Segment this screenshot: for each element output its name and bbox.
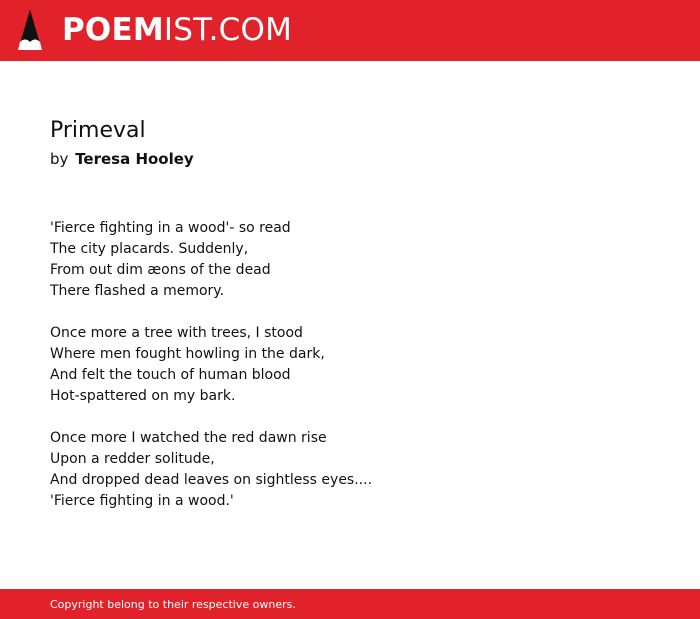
poem-line: Once more I watched the red dawn rise bbox=[50, 430, 327, 446]
poem-line: Hot-spattered on my bark. bbox=[50, 388, 236, 404]
stanza bbox=[50, 218, 372, 302]
poem-line: And dropped dead leaves on sightless eyes.... bbox=[50, 472, 373, 488]
copyright-text: Copyright belong to their respective owners. bbox=[50, 598, 296, 611]
logo-bold-text: POEM bbox=[62, 12, 164, 48]
by-label: by bbox=[50, 150, 69, 168]
poem-line: The city placards. Suddenly, bbox=[50, 241, 249, 257]
poem-line: Once more a tree with trees, I stood bbox=[50, 325, 303, 341]
poem-line: Where men fought howling in the dark, bbox=[50, 346, 325, 362]
byline bbox=[50, 148, 194, 170]
poem-line: And felt the touch of human blood bbox=[50, 367, 291, 383]
poem-body bbox=[50, 218, 372, 533]
site-footer bbox=[0, 589, 700, 619]
author-name: Teresa Hooley bbox=[75, 150, 194, 168]
pencil-tip-icon bbox=[17, 9, 43, 51]
poem-line: 'Fierce fighting in a wood.' bbox=[50, 493, 234, 509]
poem-line: Upon a redder solitude, bbox=[50, 451, 215, 467]
site-header bbox=[0, 0, 700, 61]
logo-light-text: IST.COM bbox=[163, 12, 293, 48]
poem-line: From out dim æons of the dead bbox=[50, 262, 271, 278]
poem-title: Primeval bbox=[50, 118, 146, 143]
site-logo-link[interactable] bbox=[62, 11, 292, 49]
poem-line: There flashed a memory. bbox=[50, 283, 225, 299]
stanza bbox=[50, 428, 372, 512]
stanza bbox=[50, 323, 372, 407]
poem-line: 'Fierce fighting in a wood'- so read bbox=[50, 220, 291, 236]
